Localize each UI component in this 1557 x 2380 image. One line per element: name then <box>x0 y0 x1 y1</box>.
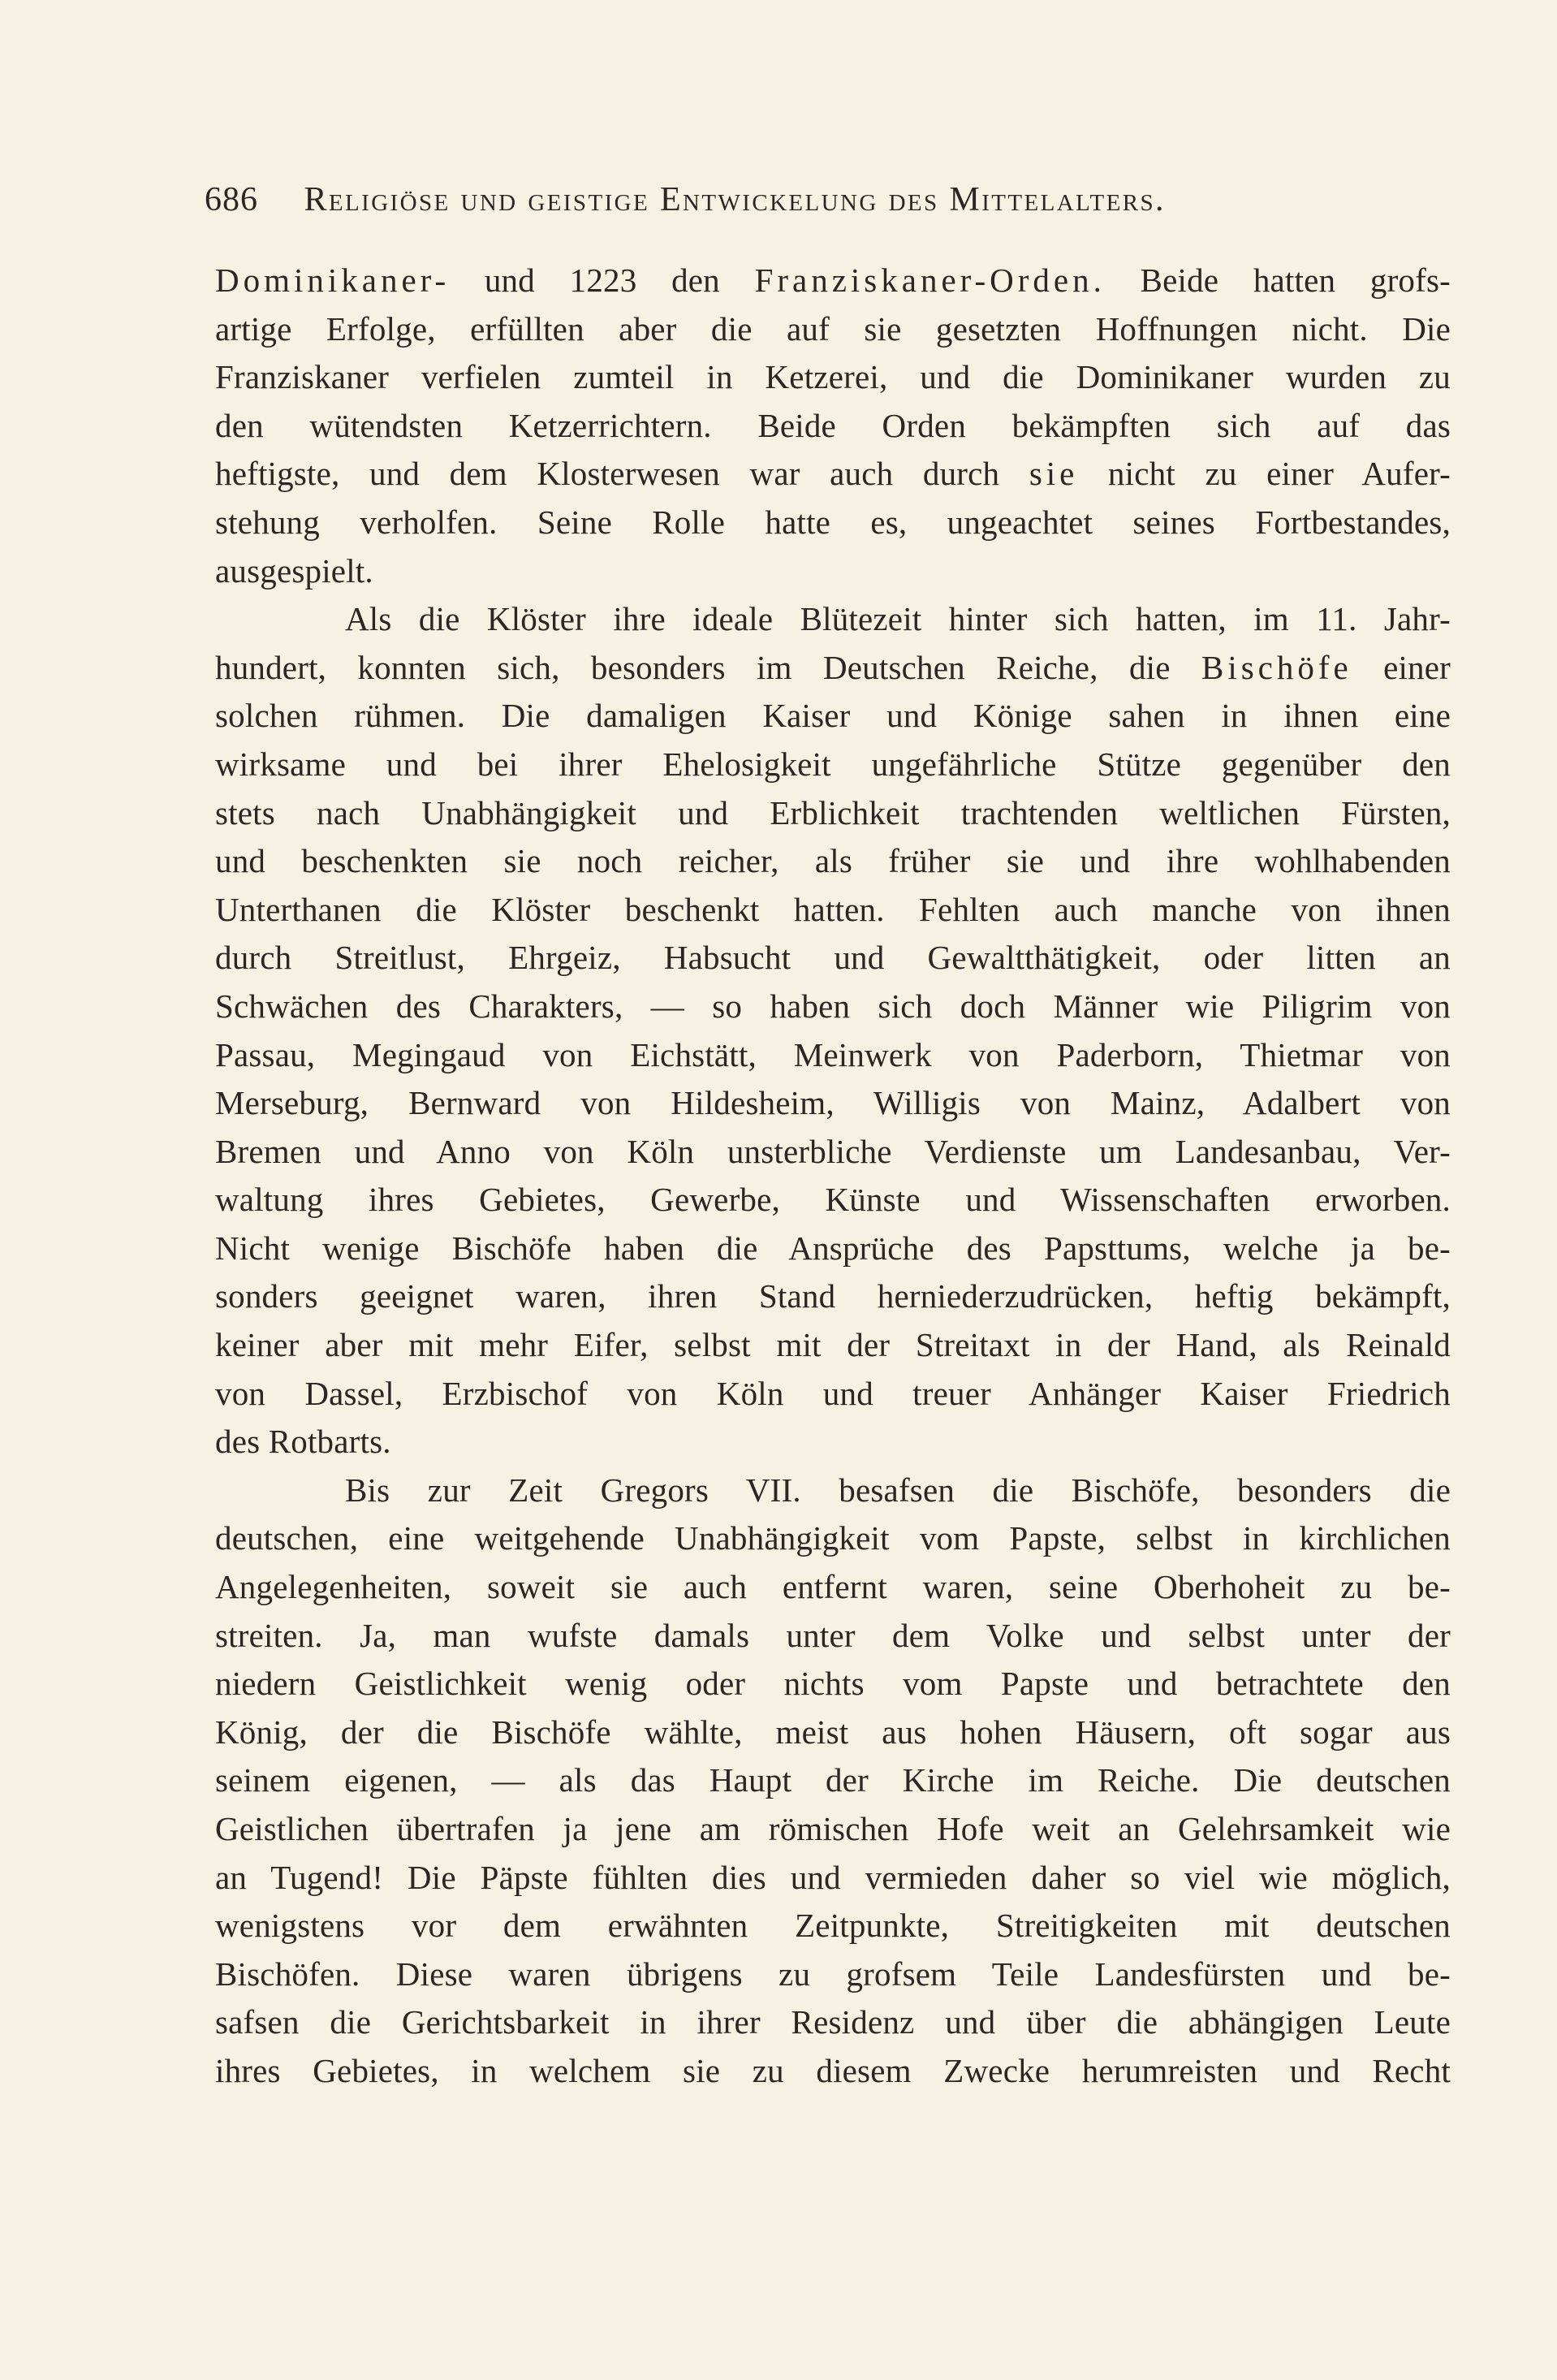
text-line: Geistlichen übertrafen ja jene am römischen Hofe weit an Gelehrsamkeit wie <box>215 1810 1451 1847</box>
text-line: solchen rühmen. Die damaligen Kaiser und Könige sahen in ihnen eine <box>215 697 1451 735</box>
text-line: sonders geeignet waren, ihren Stand herniederzudrücken, heftig bekämpft, <box>215 1277 1451 1315</box>
text-line: Schwächen des Charakters, — so haben sich doch Männer wie Piligrim von <box>215 987 1451 1025</box>
text-line: Merseburg, Bernward von Hildesheim, Willigis von Mainz, Adalbert von <box>215 1084 1451 1122</box>
text-line: wenigstens vor dem erwähnten Zeitpunkte, Streitigkeiten mit deutschen <box>215 1907 1451 1945</box>
text-line <box>215 257 1451 305</box>
text-line: Unterthanen die Klöster beschenkt hatten. Fehlten auch manche von ihnen <box>215 890 1451 928</box>
text-line: Nicht wenige Bischöfe haben die Ansprüche des Papsttums, welche ja be- <box>215 1229 1451 1267</box>
running-title: Religiöse und geistige Entwickelung des Mittelalters. <box>304 181 1166 218</box>
text-line: niedern Geistlichkeit wenig oder nichts vom Papste und betrachtete den <box>215 1665 1451 1703</box>
spaced-term: Bischöfe <box>1201 648 1352 686</box>
text-line: an Tugend! Die Päpste fühlten dies und vermieden daher so viel wie möglich, <box>215 1858 1451 1896</box>
text-line: stets nach Unabhängigkeit und Erblichkeit trachtenden weltlichen Fürsten, <box>215 793 1451 831</box>
page-header <box>205 177 1455 222</box>
text-line: safsen die Gerichtsbarkeit in ihrer Residenz und über die abhängigen Leute <box>215 2003 1451 2041</box>
text-fragment: nicht zu einer Aufer- <box>1078 455 1451 493</box>
text-line: keiner aber mit mehr Eifer, selbst mit der Streitaxt in der Hand, als Reinald <box>215 1326 1451 1364</box>
spaced-term: sie <box>1029 455 1079 493</box>
text-line: artige Erfolge, erfüllten aber die auf sie gesetzten Hoffnungen nicht. Die <box>215 309 1451 348</box>
text-fragment: und 1223 den <box>450 261 755 299</box>
text-line: des Rotbarts. <box>215 1423 391 1461</box>
text-line: durch Streitlust, Ehrgeiz, Habsucht und Gewaltthätigkeit, oder litten an <box>215 939 1451 977</box>
text-line: Angelegenheiten, soweit sie auch entfernt waren, seine Oberhoheit zu be- <box>215 1568 1451 1606</box>
text-line: stehung verholfen. Seine Rolle hatte es, ungeachtet seines Fortbestandes, <box>215 503 1451 541</box>
text-line: seinem eigenen, — als das Haupt der Kirche im Reiche. Die deutschen <box>215 1761 1451 1799</box>
text-fragment: Beide hatten grofs- <box>1105 261 1451 299</box>
text-line: und beschenkten sie noch reicher, als früher sie und ihre wohlhabenden <box>215 842 1451 880</box>
body-text <box>215 257 1451 2096</box>
text-line: waltung ihres Gebietes, Gewerbe, Künste und Wissenschaften erworben. <box>215 1181 1451 1219</box>
text-line: von Dassel, Erzbischof von Köln und treuer Anhänger Kaiser Friedrich <box>215 1374 1451 1412</box>
text-line: Bremen und Anno von Köln unsterbliche Verdienste um Landesanbau, Ver- <box>215 1132 1451 1170</box>
text-line <box>215 450 1451 499</box>
text-line: ihres Gebietes, in welchem sie zu diesem Zwecke herumreisten und Recht <box>215 2051 1451 2089</box>
text-fragment: heftigste, und dem Klosterwesen war auch durch <box>215 455 1029 493</box>
text-line: Passau, Megingaud von Eichstätt, Meinwerk von Paderborn, Thietmar von <box>215 1035 1451 1073</box>
text-line: Bischöfen. Diese waren übrigens zu grofsem Teile Landesfürsten und be- <box>215 1955 1451 1993</box>
text-fragment: hundert, konnten sich, besonders im Deutschen Reiche, die <box>215 648 1201 686</box>
page-number: 686 <box>205 181 258 218</box>
text-line: Franziskaner verfielen zumteil in Ketzerei, und die Dominikaner wurden zu <box>215 358 1451 396</box>
text-line: den wütendsten Ketzerrichtern. Beide Orden bekämpften sich auf das <box>215 406 1451 444</box>
text-line: Als die Klöster ihre ideale Blütezeit hinter sich hatten, im 11. Jahr- <box>345 600 1451 638</box>
text-line <box>215 644 1451 693</box>
text-line: Bis zur Zeit Gregors VII. besafsen die Bischöfe, besonders die <box>345 1471 1451 1509</box>
spaced-term: Dominikaner- <box>215 261 451 299</box>
text-line: ausgespielt. <box>215 551 373 590</box>
text-line: deutschen, eine weitgehende Unabhängigkeit vom Papste, selbst in kirchlichen <box>215 1519 1451 1557</box>
text-line: König, der die Bischöfe wählte, meist aus hohen Häusern, oft sogar aus <box>215 1713 1451 1751</box>
spaced-term: Franziskaner-Orden. <box>754 261 1106 299</box>
text-line: wirksame und bei ihrer Ehelosigkeit ungefährliche Stütze gegenüber den <box>215 745 1451 783</box>
text-fragment: einer <box>1352 648 1451 686</box>
text-line: streiten. Ja, man wufste damals unter dem Volke und selbst unter der <box>215 1616 1451 1654</box>
